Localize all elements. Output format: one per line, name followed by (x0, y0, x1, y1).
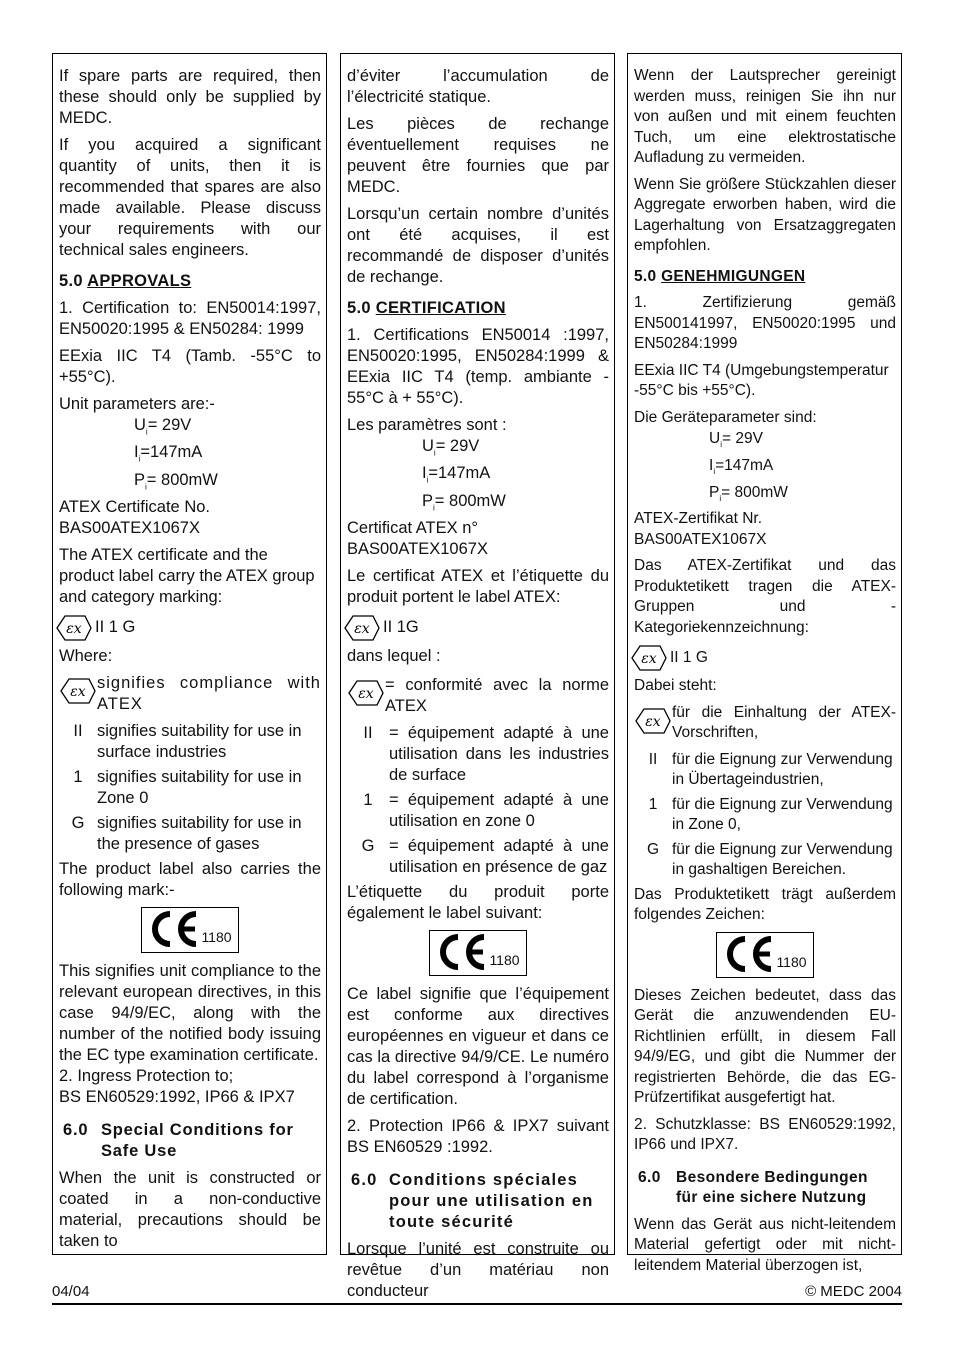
special-conditions-text: When the unit is constructed or coated in a non-conductive material, precautions should be taken to (59, 1168, 321, 1250)
atex-description: Das ATEX-Zertifikat und das Produktetikett tragen die ATEX-Gruppen und -Kategoriekennzeichnung: (634, 557, 896, 636)
ex-hexagon-icon (630, 644, 668, 672)
section-heading-special-conditions: 6.0 Conditions spéciales pour une utilisation en toute sécurité (351, 1170, 594, 1231)
param-ui: $U_i= 29V$ (709, 430, 763, 450)
definition-item: 1 für die Eignung zur Verwendung in Zone 0, (648, 795, 893, 834)
certification-text: 1. Zertifizierung gemäß EN500141997, EN50020:1995 und EN50284:1999 (634, 294, 896, 352)
ex-definition-text: signifies compliance with ATEX (97, 673, 321, 713)
eexia-text: EExia IIC T4 (Umgebungstemperatur -55°C bis +55°C). (634, 361, 889, 399)
definition-item: G = équipement adapté à une utilisation en présence de gaz (361, 836, 609, 876)
svg-text:εx: εx (354, 620, 370, 637)
param-ui: $U_i= 29V$ (422, 437, 480, 458)
label-mark-text: Das Produktetikett trägt außerdem folgendes Zeichen: (634, 885, 896, 924)
ex-definition (634, 703, 896, 744)
where-label: Dabei steht: (634, 677, 717, 695)
unit-parameters (59, 415, 321, 497)
ex-definition-text: für die Einhaltung der ATEX-Vorschriften, (672, 703, 896, 742)
ingress-protection: 2. Protection IP66 & IPX7 suivant BS EN60529 :1992. (347, 1116, 609, 1156)
spare-parts-text: Les pièces de rechange éventuellement requises ne peuvent être fournies que par MEDC. (347, 115, 609, 196)
atex-marking (59, 614, 321, 642)
atex-marking-text: II 1G (383, 618, 419, 637)
atex-cert-label: ATEX-Zertifikat Nr. (634, 510, 763, 528)
param-ii: $I_i=147mA$ (709, 457, 774, 477)
ce-mark-box (141, 907, 238, 953)
column-english (52, 53, 327, 1255)
where-label: dans lequel : (347, 646, 441, 665)
definition-item: II signifies suitability for use in surface industries (73, 721, 302, 761)
ce-mark-box (716, 932, 813, 978)
ingress-protection-standard: BS EN60529:1992, IP66 & IPX7 (59, 1087, 295, 1106)
section-heading-approvals (59, 271, 321, 292)
ingress-protection: 2. Ingress Protection to; (59, 1066, 234, 1085)
atex-description: The ATEX certificate and the product label carry the ATEX group and category marking: (59, 545, 315, 606)
atex-marking-text: II 1 G (95, 618, 136, 637)
params-label: Unit parameters are:- (59, 395, 215, 413)
section-heading-special-conditions: 6.0 Besondere Bedingungen für eine sichere Nutzung (638, 1168, 868, 1207)
atex-cert-number: BAS00ATEX1067X (59, 518, 200, 537)
svg-text:εx: εx (358, 685, 374, 702)
spares-recommendation-text: Wenn Sie größere Stückzahlen dieser Aggregate erworben haben, wird die Lagerhaltung von Ersatzaggregaten empfohlen. (634, 175, 896, 254)
footer-date: 04/04 (52, 1283, 90, 1300)
ingress-protection: 2. Schutzklasse: BS EN60529:1992, IP66 und IPX7. (634, 1115, 896, 1154)
spares-recommendation-text: If you acquired a significant quantity of units, then it is recommended that spares are also made available. Please discuss your requirements with our technical sales engineers. (59, 136, 321, 259)
notified-body-number: 1180 (489, 951, 520, 968)
atex-cert-label: ATEX Certificate No. (59, 497, 210, 516)
params-label: Die Geräteparameter sind: (634, 408, 817, 426)
atex-cert-number: BAS00ATEX1067X (347, 539, 488, 558)
special-conditions-text: Lorsque l’unité est construite ou revêtue d’un matériau non conducteur (347, 1239, 609, 1300)
atex-marking (347, 614, 609, 642)
ex-hexagon-icon (55, 614, 93, 642)
ex-definition (347, 675, 609, 717)
ce-mark-box (429, 930, 526, 976)
ce-mark (59, 907, 321, 953)
ce-mark (347, 930, 609, 976)
definition-item: G signifies suitability for use in the presence of gases (71, 813, 302, 853)
where-label: Where: (59, 646, 113, 665)
ex-hexagon-icon (347, 679, 385, 707)
ex-hexagon-icon (634, 707, 672, 735)
ce-logo-icon (436, 933, 488, 971)
section-number: 5.0 (59, 272, 83, 290)
param-ii: $I_i=147mA$ (422, 464, 491, 485)
definition-item: 1 = équipement adapté à une utilisation en zone 0 (363, 790, 609, 830)
section-heading-approvals: 5.0 GENEHMIGUNGEN (634, 267, 806, 285)
svg-text:εx: εx (641, 651, 657, 668)
compliance-text: This signifies unit compliance to the relevant european directives, in this case 94/9/EC, along with the number of the notified body issuing the EC type examination certificate. (59, 961, 321, 1064)
definition-item: G für die Eignung zur Verwendung in gashaltigen Bereichen. (646, 840, 893, 879)
ce-mark (634, 932, 896, 978)
ex-hexagon-icon (59, 677, 97, 705)
ex-definition-text: = conformité avec la norme ATEX (385, 675, 609, 715)
static-text: d’éviter l’accumulation de l’électricité statique. (347, 67, 609, 106)
ex-hexagon-icon (343, 614, 381, 642)
certification-text: 1. Certifications EN50014 :1997, EN50020:1995, EN50284:1999 & EExia IIC T4 (temp. ambiante - 55°C à + 55°C). (347, 326, 609, 407)
definition-item: II für die Eignung zur Verwendung in Übertageindustrien, (648, 750, 893, 789)
label-mark-text: The product label also carries the following mark:- (59, 859, 321, 899)
column-french (340, 53, 615, 1300)
notified-body-number: 1180 (201, 928, 232, 945)
definition-item: II = équipement adapté à une utilisation dans les industries de surface (363, 723, 609, 784)
param-ii: $I_i=147mA$ (134, 443, 203, 464)
certification-text: 1. Certification to: EN50014:1997, EN50020:1995 & EN50284: 1999 (59, 299, 321, 338)
unit-parameters (347, 436, 609, 518)
section-heading-special-conditions: 6.0 Special Conditions for Safe Use (63, 1120, 294, 1160)
marking-definitions (347, 723, 609, 878)
spares-recommendation-text: Lorsqu’un certain nombre d’unités ont été acquises, il est recommandé de disposer d’unités de rechange. (347, 205, 609, 286)
param-pi: $P_i= 800mW$ (134, 470, 218, 491)
atex-cert-label: Certificat ATEX n° (347, 518, 479, 537)
unit-parameters (634, 428, 896, 509)
svg-text:εx: εx (645, 713, 661, 730)
svg-text:εx: εx (66, 620, 82, 637)
footer-divider (52, 1303, 902, 1305)
params-label: Les paramètres sont : (347, 416, 507, 434)
marking-definitions (59, 721, 321, 855)
param-pi: $P_i= 800mW$ (422, 491, 506, 512)
compliance-text: Dieses Zeichen bedeutet, dass das Gerät die anzuwendenden EU-Richtlinien erfüllt, in diesem Fall 94/9/EG, und gibt die Nummer der registrierten Behörde, die das EG-Prüfzertifikat ausgefertigt hat. (634, 986, 896, 1107)
section-title: APPROVALS (87, 272, 192, 290)
footer-copyright: © MEDC 2004 (805, 1283, 902, 1300)
eexia-text: EExia IIC T4 (Tamb. -55°C to +55°C). (59, 347, 321, 386)
ce-logo-icon (148, 910, 200, 948)
compliance-text: Ce label signifie que l’équipement est conforme aux directives européennes en vigueur et dans ce cas la directive 94/9/CE. Le numéro du label correspond à l’organisme de certification. (347, 984, 609, 1108)
atex-marking-text: II 1 G (670, 649, 708, 667)
atex-description: Le certificat ATEX et l’étiquette du produit portent le label ATEX: (347, 566, 609, 606)
ce-logo-icon (723, 935, 775, 973)
column-german (627, 53, 902, 1274)
definition-item: 1 signifies suitability for use in Zone 0 (73, 767, 302, 807)
param-ui: $U_i= 29V$ (134, 416, 192, 437)
param-pi: $P_i= 800mW$ (709, 484, 788, 504)
notified-body-number: 1180 (776, 954, 807, 971)
ex-definition (59, 673, 321, 715)
svg-text:εx: εx (70, 683, 86, 700)
cleaning-text: Wenn der Lautsprecher gereinigt werden muss, reinigen Sie ihn nur von außen und mit einem feuchten Tuch, um eine elektrostatische Aufladung zu vermeiden. (634, 67, 896, 166)
section-heading-certification: 5.0 CERTIFICATION (347, 299, 506, 317)
marking-definitions (634, 750, 896, 881)
atex-cert-number: BAS00ATEX1067X (634, 530, 767, 548)
special-conditions-text: Wenn das Gerät aus nicht-leitendem Material gefertigt oder mit nicht-leitendem Material überzogen ist, (634, 1215, 896, 1274)
atex-marking (634, 644, 896, 672)
label-mark-text: L’étiquette du produit porte également le label suivant: (347, 882, 609, 922)
spare-parts-text: If spare parts are required, then these should only be supplied by MEDC. (59, 67, 321, 127)
